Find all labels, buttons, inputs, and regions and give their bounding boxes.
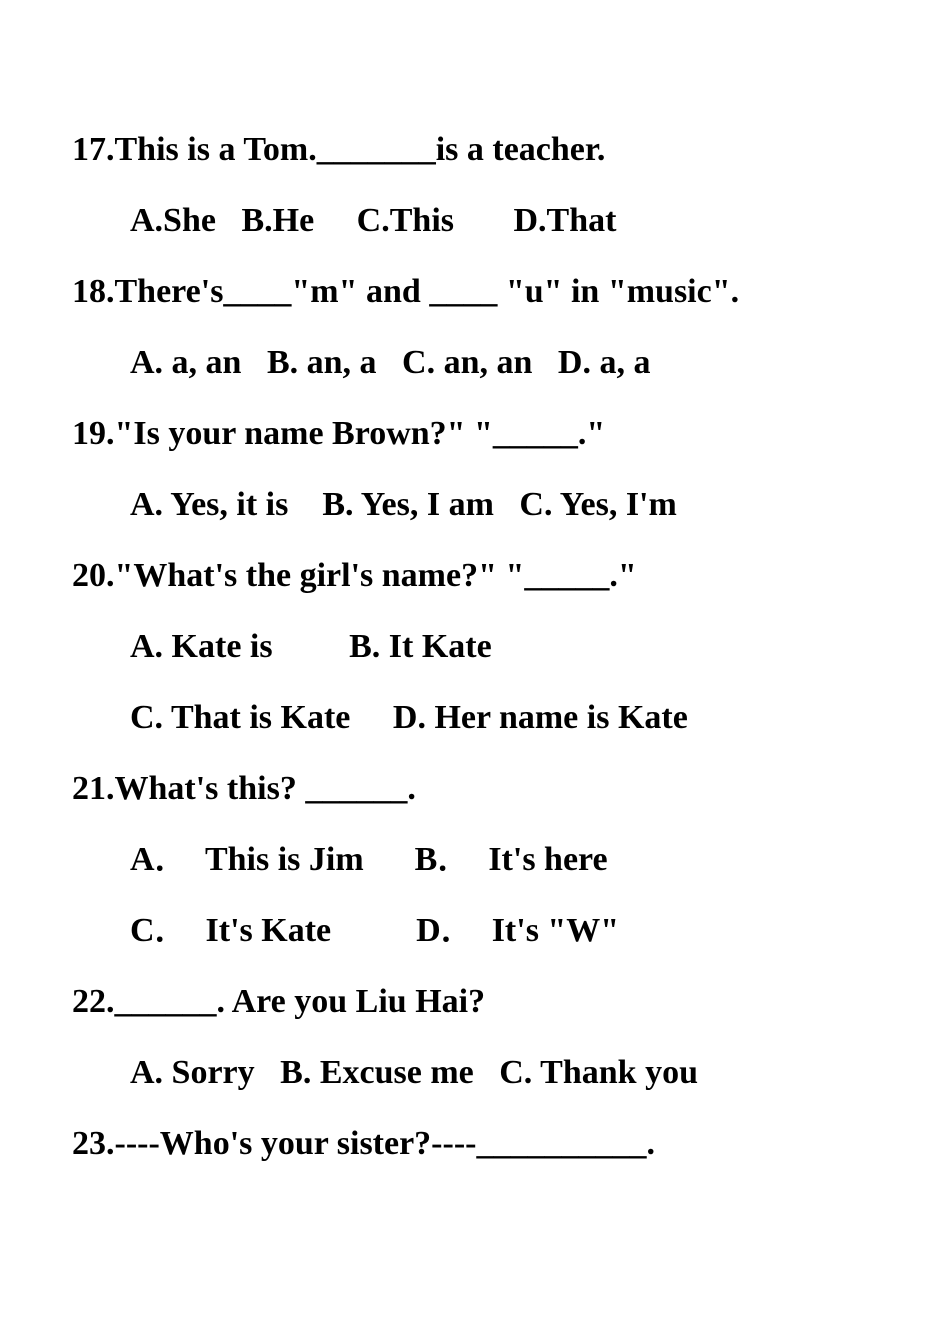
question-17-options: A.She B.He C.This D.That — [130, 202, 617, 239]
question-22-options: A. Sorry B. Excuse me C. Thank you — [130, 1054, 698, 1091]
question-20: 20."What's the girl's name?" "_____." — [72, 557, 637, 594]
question-19: 19."Is your name Brown?" "_____." — [72, 415, 606, 452]
question-20-options-ab: A. Kate is B. It Kate — [130, 628, 492, 665]
question-21: 21.What's this? ______. — [72, 770, 416, 807]
question-21-options-ab: A． This is Jim B． It's here — [130, 841, 608, 878]
question-19-options: A. Yes, it is B. Yes, I am C. Yes, I'm — [130, 486, 677, 523]
question-21-options-cd: C． It's Kate D． It's "W" — [130, 912, 620, 949]
question-18: 18.There's____"m" and ____ "u" in "music". — [72, 273, 740, 310]
question-17: 17.This is a Tom._______is a teacher. — [72, 131, 606, 168]
question-20-options-cd: C. That is Kate D. Her name is Kate — [130, 699, 688, 736]
question-18-options: A. a, an B. an, a C. an, an D. a, a — [130, 344, 651, 381]
question-22: 22.______. Are you Liu Hai? — [72, 983, 486, 1020]
question-23: 23.----Who's your sister?----__________. — [72, 1125, 655, 1162]
